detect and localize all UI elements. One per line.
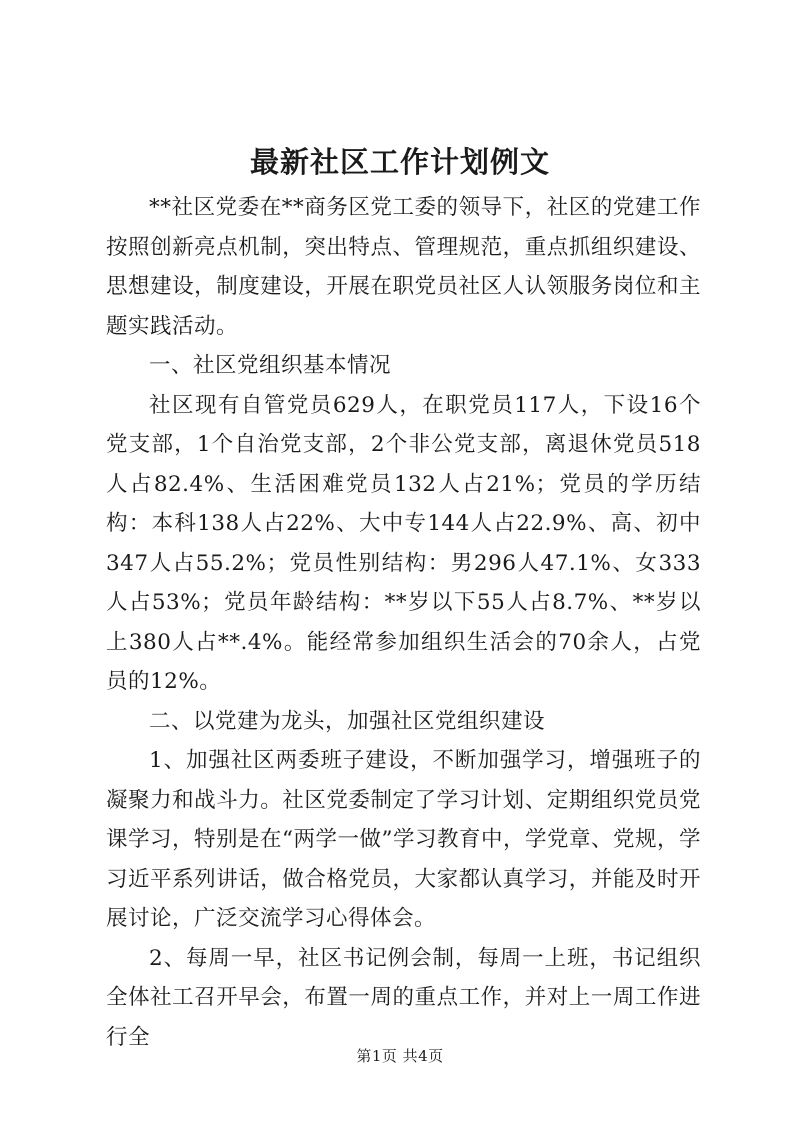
paragraph-intro: **社区党委在**商务区党工委的领导下，社区的党建工作按照创新亮点机制，突出特点、管理规范，重点抓组织建设、思想建设，制度建设，开展在职党员社区人认领服务岗位和主题实践活动。 (106, 195, 701, 339)
section-heading-2: 二、以党建为龙头，加强社区党组织建设 (149, 708, 546, 734)
paragraph-item-1: 1、加强社区两委班子建设，不断加强学习，增强班子的凝聚力和战斗力。社区党委制定了学习计划、定期组织党员党课学习，特别是在“两学一做”学习教育中，学党章、党规，学习近平系列讲话，做合格党员，大家都认真学习，并能及时开展讨论，广泛交流学习心得体会。 (106, 748, 701, 931)
section-heading-1: 一、社区党组织基本情况 (149, 353, 392, 378)
document-title: 最新社区工作计划例文 (249, 145, 550, 179)
page-footer: 第1页 共4页 (356, 1047, 444, 1065)
paragraph-item-2: 2、每周一早，社区书记例会制，每周一上班，书记组织全体社工召开早会，布置一周的重点工作，并对上一周工作进行全 (106, 945, 701, 1050)
document-body (106, 188, 701, 1057)
paragraph-member-stats: 社区现有自管党员629人，在职党员117人，下设16个党支部，1个自治党支部，2个非公党支部，离退休党员518人占82.4%、生活困难党员132人占21%；党员的学历结构：本科138人占22%、大中专144人占22.9%、高、初中347人占55.2%；党员性别结构：男296人47.1%、女333人占53%；党员年龄结构：**岁以下55人占8.7%、**岁以上380人占**.4%。能经常参加组织生活会的70余人，占党员的12%。 (106, 392, 701, 694)
